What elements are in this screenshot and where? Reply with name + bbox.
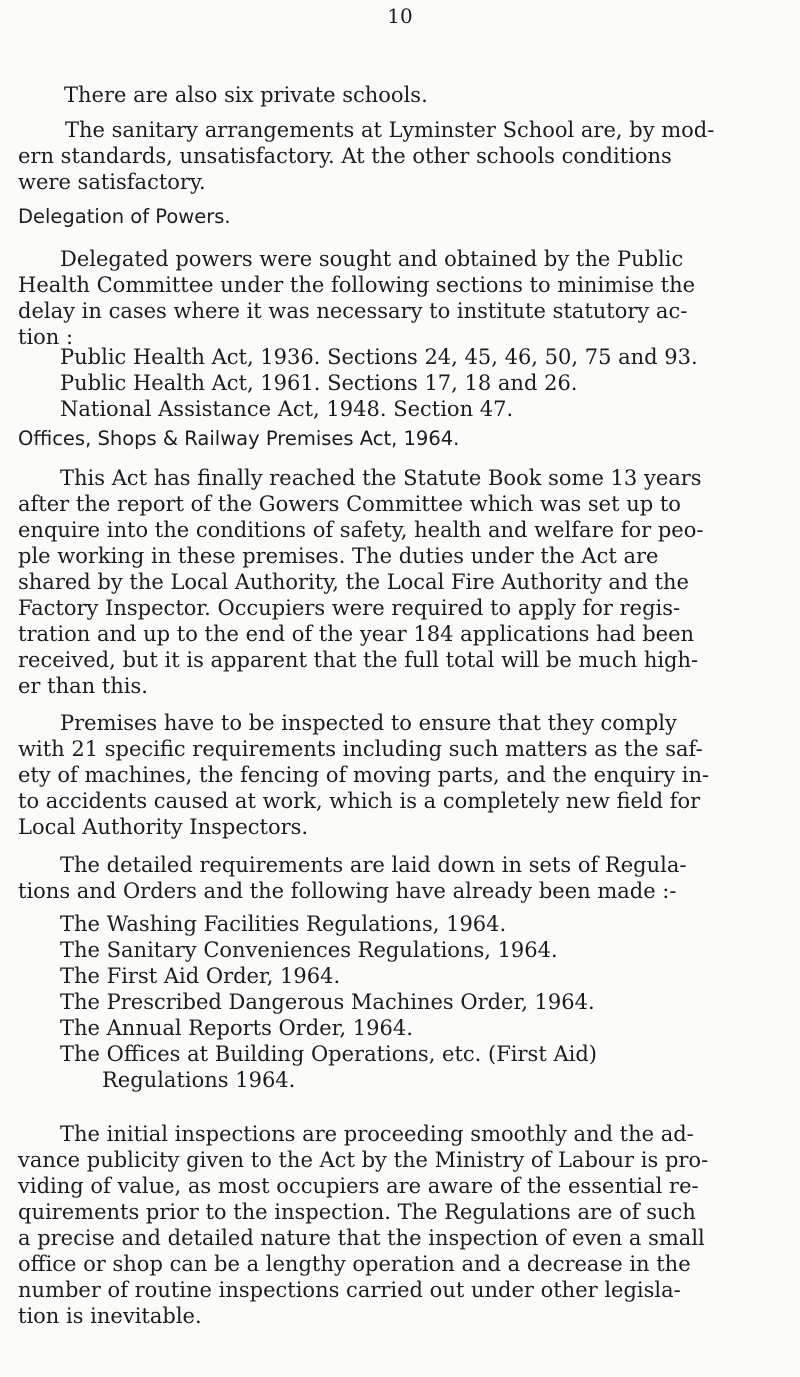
text-line: er than this.: [18, 674, 148, 698]
section-heading-offices-act: Offices, Shops & Railway Premises Act, 1964.: [18, 427, 460, 450]
offices-paragraph-3: [18, 852, 687, 904]
text-line: The detailed requirements are laid down in sets of Regula-: [60, 853, 687, 877]
list-item: Regulations 1964.: [102, 1068, 296, 1092]
text-line: office or shop can be a lengthy operation and a decrease in the: [18, 1252, 691, 1276]
text-line: shared by the Local Authority, the Local Fire Authority and the: [18, 570, 689, 594]
offices-paragraph-2: [18, 710, 709, 840]
text-line: tion is inevitable.: [18, 1304, 202, 1328]
text-line: with 21 specific requirements including such matters as the saf-: [18, 737, 703, 761]
list-item: The Offices at Building Operations, etc. (First Aid): [60, 1042, 597, 1066]
text-line: delay in cases where it was necessary to institute statutory ac-: [18, 299, 688, 323]
list-item: National Assistance Act, 1948. Section 47.: [60, 397, 514, 421]
text-line: tion :: [18, 325, 74, 349]
text-line: This Act has finally reached the Statute Book some 13 years: [60, 466, 702, 490]
text-line: Health Committee under the following sections to minimise the: [18, 273, 696, 297]
list-item: The Washing Facilities Regulations, 1964.: [60, 912, 507, 936]
text-line: number of routine inspections carried out under other legisla-: [18, 1278, 681, 1302]
text-line: ety of machines, the fencing of moving parts, and the enquiry in-: [18, 763, 710, 787]
list-item: The Annual Reports Order, 1964.: [60, 1016, 413, 1040]
text-line: tions and Orders and the following have already been made :-: [18, 879, 677, 903]
text-line: viding of value, as most occupiers are aware of the essential re-: [18, 1174, 699, 1198]
text-line: to accidents caused at work, which is a completely new field for: [18, 789, 701, 813]
text-line: Premises have to be inspected to ensure that they comply: [60, 711, 677, 735]
text-line: The initial inspections are proceeding smoothly and the ad-: [60, 1122, 694, 1146]
regulations-list: [60, 911, 597, 1093]
list-item: Public Health Act, 1936. Sections 24, 45, 46, 50, 75 and 93.: [60, 345, 698, 369]
text-line: vance publicity given to the Act by the Ministry of Labour is pro-: [18, 1148, 709, 1172]
text-line: after the report of the Gowers Committee which was set up to: [18, 492, 681, 516]
text-line: ern standards, unsatisfactory. At the other schools conditions: [18, 144, 672, 168]
text-line: Factory Inspector. Occupiers were required to apply for regis-: [18, 596, 681, 620]
delegation-paragraph: [18, 246, 695, 350]
text-line: Local Authority Inspectors.: [18, 815, 309, 839]
offices-paragraph-1: [18, 465, 703, 699]
text-line: The sanitary arrangements at Lyminster School are, by mod-: [65, 118, 715, 142]
list-item: Public Health Act, 1961. Sections 17, 18 and 26.: [60, 371, 578, 395]
text-line: received, but it is apparent that the full total will be much high-: [18, 648, 699, 672]
list-item: The Prescribed Dangerous Machines Order, 1964.: [60, 990, 595, 1014]
acts-list: [60, 344, 698, 422]
text-line: were satisfactory.: [18, 170, 206, 194]
text-line: Delegated powers were sought and obtained by the Public: [60, 247, 684, 271]
intro-line: There are also six private schools.: [64, 83, 428, 107]
text-line: quirements prior to the inspection. The Regulations are of such: [18, 1200, 696, 1224]
text-line: tration and up to the end of the year 184 applications had been: [18, 622, 695, 646]
text-line: ple working in these premises. The duties under the Act are: [18, 544, 659, 568]
section-heading-delegation: Delegation of Powers.: [18, 205, 231, 228]
text-line: a precise and detailed nature that the inspection of even a small: [18, 1226, 705, 1250]
list-item: The Sanitary Conveniences Regulations, 1964.: [60, 938, 558, 962]
page-number: 10: [387, 4, 413, 28]
offices-paragraph-4: [18, 1121, 708, 1329]
sanitary-paragraph: [18, 117, 715, 195]
list-item: The First Aid Order, 1964.: [60, 964, 341, 988]
text-line: enquire into the conditions of safety, health and welfare for peo-: [18, 518, 704, 542]
